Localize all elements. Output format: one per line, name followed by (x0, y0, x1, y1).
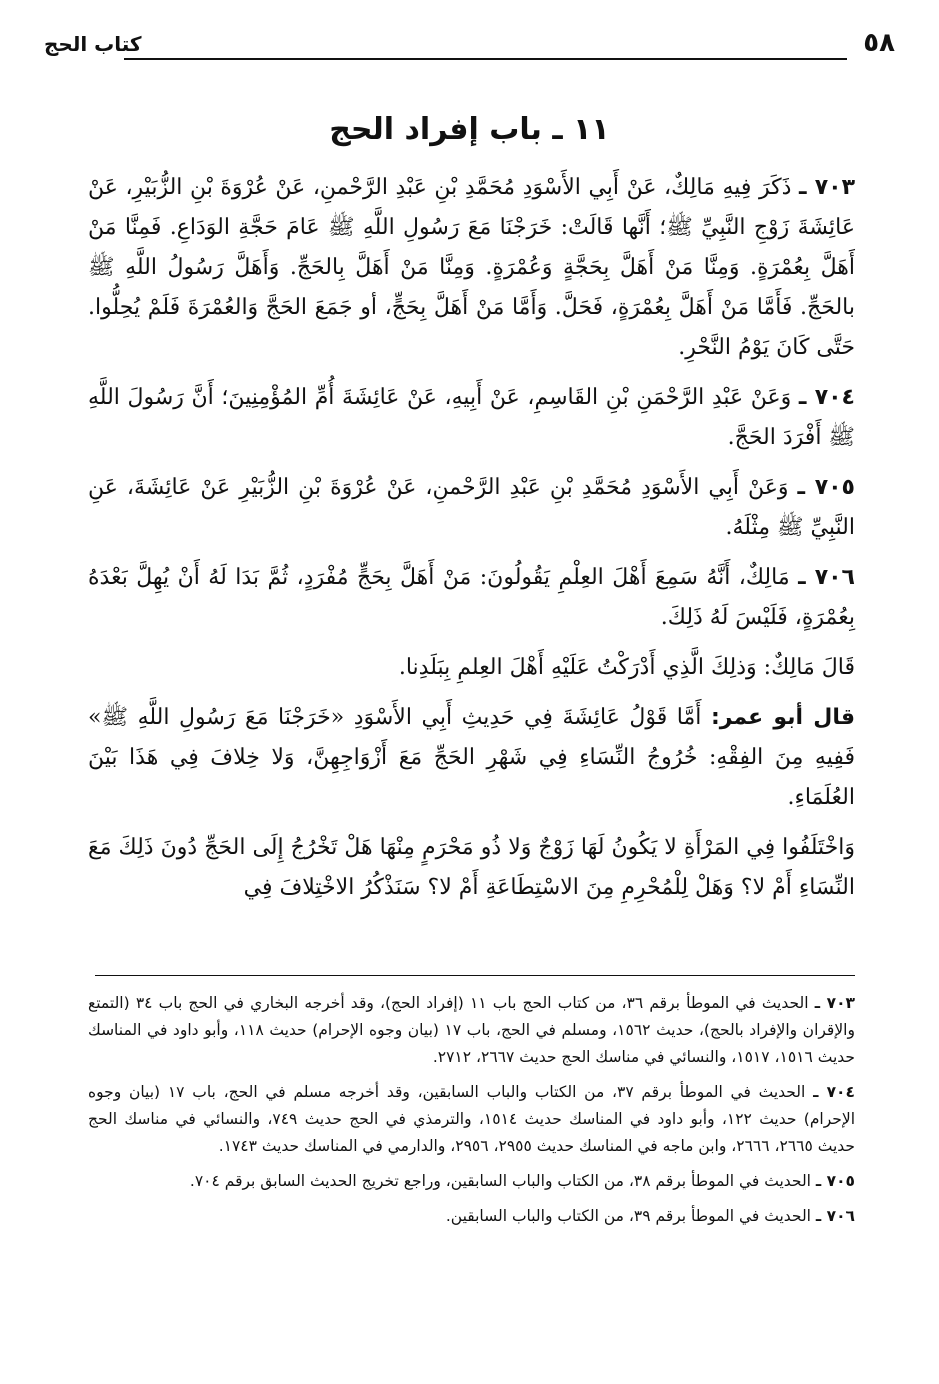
commentary-speaker: قال أبو عمر: (710, 705, 855, 730)
hadith-number: ٧٠٥ ـ (797, 475, 855, 500)
hadith-text: مَالِكٌ، أَنَّهُ سَمِعَ أَهْلَ العِلْمِ يَقُولُونَ: مَنْ أَهَلَّ بِحَجٍّ مُفْرَدٍ، ثُمَّ بَدَا لَهُ أَنْ يُهِلَّ بَعْدَهُ بِعُمْرَةٍ، فَلَيْسَ لَهُ ذَلِكَ. (88, 565, 855, 630)
chapter-heading: ١١ ـ باب إفراد الحج (329, 112, 610, 147)
hadith-paragraph-706 (88, 558, 855, 638)
malik-statement-paragraph (88, 648, 855, 688)
page-number: ٥٨ (863, 28, 895, 58)
footnote-text: الحديث في الموطأ برقم ٣٧، من الكتاب والباب السابقين، وقد أخرجه مسلم في الحج، باب ١٧ (بيان وجوه الإحرام) حديث ١٢٢، وأبو داود في المناسك حديث ١٥١٤، والترمذي في الحج حديث ٧٤٩، والنسائي في مناسك الحج حديث ٢٦٦٥، ٢٦٦٦، وابن ماجه في المناسك حديث ٢٩٥٥، ٢٩٥٦، والدارمي في المناسك حديث ١٧٤٣. (88, 1083, 855, 1155)
footnote-number: ٧٠٤ ـ (813, 1083, 855, 1101)
hadith-number: ٧٠٤ ـ (798, 385, 855, 410)
hadith-text: وَعَنْ أَبِي الأَسْوَدِ مُحَمَّدِ بْنِ عَبْدِ الرَّحْمنِ، عَنْ عُرْوَةَ بْنِ الزُّبَيْرِ عَنْ عَائِشَةَ، عَنِ النَّبِيِّ ﷺ مِثْلَهُ. (88, 475, 855, 540)
footnote-text: الحديث في الموطأ برقم ٣٦، من كتاب الحج باب ١١ (إفراد الحج)، وقد أخرجه البخاري في الحج باب ٣٤ (التمتع والإقران والإفراد بالحج)، حديث ١٥٦٢، ومسلم في الحج، باب ١٧ (بيان وجوه الإحرام) حديث ١١٨، وأبو داود في المناسك حديث ١٥١٦، ١٥١٧، والنسائي في مناسك الحج حديث ٢٦٦٧، ٢٧١٢. (88, 994, 855, 1066)
commentary-text: أَمَّا قَوْلُ عَائِشَةَ فِي حَدِيثِ أَبِي الأَسْوَدِ «خَرَجْنَا مَعَ رَسُولِ اللَّهِ ﷺ» فَفِيهِ مِنَ الفِقْهِ: خُرُوجُ النِّسَاءِ فِي شَهْرِ الحَجِّ مَعَ أَزْوَاجِهِنَّ، وَلا خِلافَ فِي هَذَا بَيْنَ العُلَمَاءِ. (88, 705, 855, 810)
hadith-number: ٧٠٦ ـ (798, 565, 855, 590)
footnote-704 (88, 1079, 855, 1160)
footnote-703 (88, 990, 855, 1071)
hadith-paragraph-704 (88, 378, 855, 458)
header-rule (124, 58, 847, 60)
book-title: كتاب الحج (44, 32, 142, 56)
commentary-continuation-paragraph (88, 828, 855, 908)
hadith-paragraph-705 (88, 468, 855, 548)
hadith-text: ذَكَرَ فِيهِ مَالِكٌ، عَنْ أَبِي الأَسْوَدِ مُحَمَّدِ بْنِ عَبْدِ الرَّحْمنِ، عَنْ عُرْوَةَ بْنِ الزُّبَيْرِ، عَنْ عَائِشَةَ زَوْجِ النَّبِيِّ ﷺ؛ أَنَّها قَالَتْ: خَرَجْنَا مَعَ رَسُولِ اللَّهِ ﷺ عَامَ حَجَّةِ الوَدَاعِ. فَمِنَّا مَنْ أَهَلَّ بِعُمْرَةٍ. وَمِنَّا مَنْ أَهَلَّ بِحَجَّةٍ وَعُمْرَةٍ. وَمِنَّا مَنْ أَهَلَّ بِالحَجِّ. وَأَهَلَّ رَسُولُ اللَّهِ ﷺ بالحَجِّ. فَأَمَّا مَنْ أَهَلَّ بِعُمْرَةٍ، فَحَلَّ. وَأَمَّا مَنْ أَهَلَّ بِحَجٍّ، أو جَمَعَ الحَجَّ وَالعُمْرَةَ فَلَمْ يُحِلُّوا. حَتَّى كَانَ يَوْمُ النَّحْرِ. (88, 175, 855, 360)
hadith-text: وَعَنْ عَبْدِ الرَّحْمَنِ بْنِ القَاسِمِ، عَنْ أَبِيهِ، عَنْ عَائِشَةَ أُمِّ المُؤْمِنِينَ؛ أَنَّ رَسُولَ اللَّهِ ﷺ أَفْرَدَ الحَجَّ. (88, 385, 855, 450)
footnote-706 (88, 1203, 855, 1230)
footnotes (88, 990, 855, 1238)
malik-statement-text: قَالَ مَالِكٌ: وَذلِكَ الَّذِي أَدْرَكْتُ عَلَيْهِ أَهْلَ العِلمِ بِبَلَدِنا. (398, 655, 855, 680)
footnote-text: الحديث في الموطأ برقم ٣٩، من الكتاب والباب السابقين. (445, 1207, 811, 1225)
commentary-paragraph (88, 698, 855, 818)
footnote-separator (95, 975, 855, 976)
footnote-705 (88, 1168, 855, 1195)
commentary-continuation-text: وَاخْتَلَفُوا فِي المَرْأَةِ لا يَكُونُ لَهَا زَوْجٌ وَلا ذُو مَحْرَمٍ مِنْهَا هَلْ تَخْرُجُ إِلَى الحَجِّ دُونَ ذَلِكَ مَعَ النِّسَاءِ أَمْ لا؟ وَهَلْ لِلْمُحْرِمِ مِنَ الاسْتِطَاعَةِ أَمْ لا؟ سَنَذْكُرُ الاخْتِلافَ فِي (88, 835, 855, 900)
main-text (88, 168, 855, 918)
footnote-number: ٧٠٥ ـ (815, 1172, 855, 1190)
footnote-text: الحديث في الموطأ برقم ٣٨، من الكتاب والباب السابقين، وراجع تخريج الحديث السابق برقم ٧٠٤. (189, 1172, 811, 1190)
running-header (44, 28, 895, 68)
hadith-paragraph-703 (88, 168, 855, 368)
footnote-number: ٧٠٣ ـ (814, 994, 856, 1012)
footnote-number: ٧٠٦ ـ (815, 1207, 855, 1225)
hadith-number: ٧٠٣ ـ (798, 175, 856, 200)
